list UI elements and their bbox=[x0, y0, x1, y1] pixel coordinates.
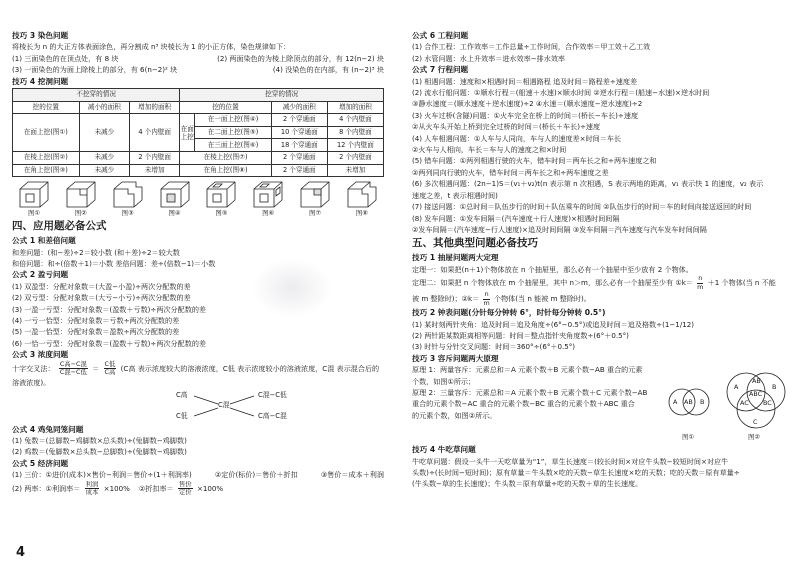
f7-line: ②火车与人相向，车长＝车与人的速度之和×时间 bbox=[412, 145, 567, 155]
f5-part: ②定价(标价)＝售价＋折扣 bbox=[214, 470, 298, 480]
f5-heading: 公式 5 经济问题 bbox=[12, 458, 69, 468]
venn2-label-bc: BC bbox=[763, 399, 772, 408]
table-cell: 12 个内壁面 bbox=[327, 139, 383, 152]
f3-fraction2 bbox=[104, 361, 117, 377]
fraction-denominator: 成本 bbox=[85, 488, 99, 497]
cube-corner-through-icon bbox=[344, 179, 380, 209]
cube-figures bbox=[12, 179, 384, 218]
fraction-numerator: 利润 bbox=[85, 480, 99, 488]
f1-heading: 公式 1 和差倍问题 bbox=[12, 236, 76, 246]
venn2-label-c: C bbox=[753, 418, 758, 427]
fraction-numerator: n bbox=[484, 291, 489, 299]
cross-method-diagram bbox=[172, 388, 292, 424]
cross-center: C混 bbox=[218, 400, 230, 411]
figure-label: 图⑥ bbox=[262, 209, 275, 218]
cross-top-right: C混−C低 bbox=[258, 390, 287, 399]
f2-line: (2) 双亏型：分配对象数＝(大亏−小亏)÷两次分配数的差 bbox=[12, 293, 191, 303]
f5-part: (1) 三价：①进价(成本)×售价−利润＝售价÷(1＋利润率) bbox=[12, 470, 192, 480]
table-cell: 在一面上挖(图④) bbox=[195, 114, 271, 127]
t1-line: 定理一：如果把(n＋1)个物体放在 n 个抽屉里，那么必有一个抽屉中至少放有 2 个物体。 bbox=[412, 264, 693, 274]
t1-part: 个物体(当 n 能被 m 整除时)。 bbox=[493, 294, 591, 304]
page-number: 4 bbox=[16, 545, 26, 560]
cube-through-hole-icon bbox=[157, 179, 193, 209]
t1-line3 bbox=[412, 291, 790, 307]
f6-line: (1) 合作工程：工作效率＝工作总量÷工作时间，合作效率＝甲工效＋乙工效 bbox=[412, 42, 651, 52]
f5-part: ③售价＝成本＋利润 bbox=[320, 470, 384, 480]
table-cell: 在二面上挖(图⑤) bbox=[195, 126, 271, 139]
table-cell: 未减少 bbox=[79, 152, 129, 165]
t2-line: (1) 某时刻两针夹角：追及时间＝追及角度÷(6°−0.5°)或追及时间＝追及格数÷(1−1/12) bbox=[412, 319, 695, 329]
dig-table bbox=[12, 88, 384, 177]
tip3-heading: 技巧 3 染色问题 bbox=[12, 31, 69, 40]
table-cell: 在棱上挖(图⑦) bbox=[180, 152, 271, 165]
f2-line: (5) 一盈一恰型：分配对象数＝盈数÷两次分配数的差 bbox=[12, 327, 180, 337]
f7-line: ③静水速度＝(顺水速度＋逆水速度)÷2 ④水速＝(顺水速度−逆水速度)÷2 bbox=[412, 99, 643, 109]
col-dec: 减小的面积 bbox=[79, 101, 129, 114]
col-inc: 增加的面积 bbox=[130, 101, 180, 114]
t1-heading: 技巧 1 抽屉问题两大定理 bbox=[412, 253, 499, 263]
t3-line: 原理 1：两量容斥：元素总和＝A 元素个数＋B 元素个数−AB 重合的元素 bbox=[412, 365, 643, 375]
col-dec2: 减少的面积 bbox=[271, 101, 327, 114]
t3-block bbox=[412, 364, 790, 444]
f2-line: (3) 一盈一亏型：分配对象数＝(盈数＋亏数)÷两次分配数的差 bbox=[12, 304, 207, 314]
fraction-numerator: n bbox=[698, 275, 703, 283]
figure-label: 图② bbox=[74, 209, 87, 218]
f7-line: 速度之差，t 表示相遇时间) bbox=[412, 190, 498, 200]
table-cell: 未减少 bbox=[79, 164, 129, 177]
venn2-caption: 图② bbox=[748, 433, 761, 442]
f7-line: (8) 发车问题：①发车间隔＝(汽车速度＋行人速度)×相遇时间间隔 bbox=[412, 213, 620, 223]
figure-label: 图④ bbox=[168, 209, 181, 218]
cross-bottom-right: C高−C混 bbox=[258, 411, 287, 420]
f7-line: ②从火车头开始上桥到完全过桥的时间＝(桥长＋车长)÷速度 bbox=[412, 122, 601, 132]
t1-part: 定理二：如果把 n 个物体放在 m 个抽屉里，其中 n＞m，那么必有一个抽屉至少有 ①k＝ bbox=[412, 278, 693, 288]
group-label: 在面上挖 bbox=[180, 114, 195, 152]
f5-fraction bbox=[178, 481, 193, 497]
venn1-caption: 图① bbox=[682, 433, 695, 442]
table-cell: 8 个内壁面 bbox=[327, 126, 383, 139]
f7-line: (7) 接送问题：①总时间＝队伍步行的时间＋队伍乘车的时间 ②队伍步行的时间＝车的时间向接送返回的时间 bbox=[412, 202, 752, 212]
cube-figure bbox=[340, 179, 384, 218]
t1-line2 bbox=[412, 275, 790, 291]
col-pos2: 挖的位置 bbox=[180, 101, 271, 114]
t3-line: 个数，如图①所示； bbox=[412, 376, 476, 386]
section5-title: 五、其他典型问题必备技巧 bbox=[412, 237, 538, 250]
f7-line: (1) 相遇问题：速度和×相遇时间＝相遇路程 追及时间＝路程差÷速度差 bbox=[412, 76, 638, 86]
f4-line: (1) 兔数＝(总脚数−鸡脚数×总头数)÷(兔脚数−鸡脚数) bbox=[12, 436, 187, 446]
venn2-label-abc: ABC bbox=[749, 390, 763, 399]
cube-face-hole-icon bbox=[16, 179, 52, 209]
table-cell: 在三面上挖(图⑥) bbox=[195, 139, 271, 152]
table-cell: 未增加 bbox=[327, 164, 383, 177]
f6-line: (2) 水管问题：水上升效率＝进水效率−排水效率 bbox=[412, 53, 566, 63]
table-cell: 在角上挖(图⑧) bbox=[180, 164, 271, 177]
f7-line: (3) 火车过桥(含隧)问题：①火车完全在桥上的时间＝(桥长−车长)÷速度 bbox=[412, 110, 639, 120]
f5-fraction bbox=[85, 481, 100, 497]
f7-line: ②发车间隔＝(汽车速度−行人速度)×追及时间间隔 ③发车间隔＝汽车速度与汽车发车时间间隔 bbox=[412, 224, 707, 234]
cube-figure bbox=[246, 179, 290, 218]
cube-figure bbox=[199, 179, 243, 218]
cube-corner-hole-icon bbox=[110, 179, 146, 209]
t3-text bbox=[412, 364, 658, 421]
venn2-label-a: A bbox=[734, 383, 739, 392]
table-cell: 在角上挖(图③) bbox=[13, 164, 80, 177]
fraction-denominator: 定价 bbox=[178, 488, 192, 497]
tip3-row2 bbox=[12, 64, 384, 75]
t1-part: 被 m 整除时)；②k＝ bbox=[412, 294, 480, 304]
f5-part: ×100% bbox=[103, 483, 130, 493]
tip3-item4: (4) 没染色的在内部，有 (n−2)³ 块 bbox=[272, 65, 384, 75]
f7-line: (4) 人车相遇问题：①人车与人同向，车与人的速度差×时间＝车长 bbox=[412, 133, 622, 143]
figure-label: 图③ bbox=[121, 209, 134, 218]
table-cell: 未增加 bbox=[130, 164, 180, 177]
cube-figure bbox=[59, 179, 103, 218]
table-header-left: 不挖穿的情况 bbox=[13, 89, 180, 102]
f3-fraction bbox=[59, 361, 88, 377]
f5-line bbox=[12, 469, 384, 480]
fraction-denominator: C混−C低 bbox=[59, 368, 87, 377]
tip3-item1: (1) 三面染色的在顶点处，有 8 块 bbox=[12, 53, 119, 63]
venn2-label-b: B bbox=[772, 383, 777, 392]
f6-heading: 公式 6 工程问题 bbox=[412, 31, 469, 40]
t1-fraction bbox=[483, 291, 489, 307]
figure-label: 图⑤ bbox=[215, 209, 228, 218]
table-cell: 4 个内壁面 bbox=[130, 114, 180, 152]
col-pos: 挖的位置 bbox=[13, 101, 80, 114]
f4-heading: 公式 4 鸡兔同笼问题 bbox=[12, 424, 84, 434]
table-cell: 2 个内壁面 bbox=[327, 152, 383, 165]
f2-line: (6) 一恰一亏型：分配对象数＝(盈数＋亏数)÷两次分配数的差 bbox=[12, 338, 207, 348]
table-cell: 4 个内壁面 bbox=[327, 114, 383, 127]
t1-fraction bbox=[697, 275, 703, 291]
f1-line: 和倍问题：和÷(倍数＋1)＝小数 差倍问题：差÷(倍数−1)＝小数 bbox=[12, 259, 216, 268]
table-cell: 在棱上挖(图②) bbox=[13, 152, 80, 165]
section4-title: 四、应用题必备公式 bbox=[12, 220, 107, 233]
f7-line: (6) 多次相遇问题：(2n−1)S＝(v₁＋v₂)t(n 表示第 n 次相遇，S 表示两地的距离，v₁ 表示快 1 的速度，v₂ 表示 bbox=[412, 179, 764, 189]
fraction-denominator: m bbox=[697, 282, 704, 291]
t3-line: 的元素个数，如图②所示。 bbox=[412, 410, 497, 420]
t4-heading: 技巧 4 牛吃草问题 bbox=[412, 445, 476, 455]
table-cell: 2 个穿通面 bbox=[271, 152, 327, 165]
table-cell: 未减少 bbox=[79, 114, 129, 152]
f2-heading: 公式 2 盈亏问题 bbox=[12, 270, 69, 280]
f5-line2 bbox=[12, 481, 384, 497]
table-cell: 2 个穿通面 bbox=[271, 164, 327, 177]
table-cell: 2 个内壁面 bbox=[130, 152, 180, 165]
fraction-denominator: C高 bbox=[104, 368, 116, 377]
f1-line: 和差问题：(和−差)÷2＝较小数 (和＋差)÷2＝较大数 bbox=[12, 247, 180, 257]
venn-diagrams bbox=[662, 364, 790, 444]
f3-desc: (C高 表示浓度较大的溶液浓度，C低 表示浓度较小的溶液浓度，C混 表示混合后的溶液浓度)。 bbox=[12, 363, 380, 387]
f4-line: (2) 鸡数＝(兔脚数×总头数−总脚数)÷(兔脚数−鸡脚数) bbox=[12, 447, 187, 457]
cross-bottom-left: C低 bbox=[176, 411, 188, 420]
equals-sign: ＝ bbox=[92, 363, 100, 373]
cube-figure bbox=[12, 179, 56, 218]
cube-three-holes-icon bbox=[250, 179, 286, 209]
cube-two-holes-icon bbox=[203, 179, 239, 209]
f5-part: (2) 两率：①利润率＝ bbox=[12, 483, 81, 493]
venn1-label-a: A bbox=[673, 398, 678, 407]
fraction-numerator: C低 bbox=[104, 359, 116, 368]
fraction-denominator: m bbox=[483, 298, 490, 307]
figure-label: 图⑧ bbox=[355, 209, 368, 218]
f7-line: (5) 错车问题：①两列相遇行驶的火车，错车时间＝两车长之和÷两车速度之和 bbox=[412, 156, 657, 166]
t2-line: (3) 时针与分针交叉问题：时间＝360°÷(6°＋0.5°) bbox=[412, 342, 576, 352]
right-column bbox=[412, 30, 790, 490]
f7-line: ②两列同向行驶的火车，错车时间＝两车长之和÷两车速度之差 bbox=[412, 167, 609, 177]
t4-line: 头数)÷(长时间−短时间)；原有草量＝牛头数×吃的天数−草生长速度×吃的天数；吃的天数＝原有草量÷ bbox=[412, 467, 740, 477]
figure-label: 图⑦ bbox=[309, 209, 322, 218]
tip3-item2: (2) 两面染色的为棱上除顶点的部分，有 12(n−2) 块 bbox=[217, 53, 384, 63]
fraction-numerator: 售价 bbox=[178, 480, 192, 488]
venn2-label-ac: AC bbox=[740, 399, 749, 408]
table-header-right: 挖穿的情况 bbox=[180, 89, 384, 102]
cube-figure bbox=[153, 179, 197, 218]
f5-part: ×100% bbox=[196, 483, 224, 493]
left-column bbox=[12, 30, 384, 497]
table-cell: 2 个穿通面 bbox=[271, 114, 327, 127]
t3-line: 重合的元素个数−AC 重合的元素个数−BC 重合的元素个数＋ABC 重合 bbox=[412, 399, 635, 409]
f3-formula bbox=[12, 361, 384, 388]
f3-heading: 公式 3 浓度问题 bbox=[12, 350, 69, 360]
figure-label: 图① bbox=[27, 209, 41, 218]
t2-heading: 技巧 2 钟表问题(分针每分钟转 6°，时针每分钟转 0.5°) bbox=[412, 308, 606, 318]
f5-part: ②折扣率＝ bbox=[138, 483, 174, 493]
cube-figure bbox=[293, 179, 337, 218]
table-cell: 在面上挖(图①) bbox=[13, 114, 80, 152]
table-cell: 10 个穿通面 bbox=[271, 126, 327, 139]
venn1-label-ab: AB bbox=[684, 398, 693, 407]
table-cell: 18 个穿通面 bbox=[271, 139, 327, 152]
t3-heading: 技巧 3 容斥问题两大原理 bbox=[412, 353, 499, 363]
cube-edge-through-icon bbox=[297, 179, 333, 209]
venn2-label-ab: AB bbox=[752, 377, 761, 386]
cube-figure bbox=[106, 179, 150, 218]
fraction-numerator: C高−C混 bbox=[59, 359, 87, 368]
t1-part: ＋1 个物体(当 n 不能 bbox=[707, 278, 776, 288]
col-inc2: 增加的面积 bbox=[327, 101, 383, 114]
f7-line: (2) 流水行船问题：①顺水行程＝(船速＋水速)×顺水时间 ②逆水行程＝(船速−水速)×逆水时间 bbox=[412, 88, 710, 98]
tip3-row1 bbox=[12, 53, 384, 64]
cube-edge-hole-icon bbox=[63, 179, 99, 209]
f3-intro: 十字交叉法： bbox=[12, 363, 55, 373]
f2-line: (4) 一亏一恰型：分配对象数＝亏数÷两次分配数的差 bbox=[12, 316, 180, 326]
tip4-heading: 技巧 4 挖洞问题 bbox=[12, 76, 69, 86]
f7-heading: 公式 7 行程问题 bbox=[412, 65, 469, 75]
t4-line: (牛头数−草的生长速度)；牛头数＝原有草量÷吃的天数＋草的生长速度。 bbox=[412, 479, 643, 489]
tip3-intro: 将棱长为 n 的大正方体表面涂色，再分割成 n³ 块棱长为 1 的小正方体，染色规律如下： bbox=[12, 42, 291, 52]
venn1-label-b: B bbox=[700, 398, 705, 407]
t4-line: 牛吃草问题：假设一头牛一天吃草量为“1”，草生长速度＝(较长时间×对应牛头数−较短时间×对应牛 bbox=[412, 456, 729, 466]
cross-top-left: C高 bbox=[176, 390, 188, 399]
t3-line: 原理 2：三量容斥：元素总和＝A 元素个数＋B 元素个数＋C 元素个数−AB bbox=[412, 387, 648, 397]
f2-line: (1) 双盈型：分配对象数＝(大盈−小盈)÷两次分配数的差 bbox=[12, 281, 191, 291]
t2-line: (2) 两针距某数距离相等问题：时间＝整点指针夹角度数÷(6°＋0.5°) bbox=[412, 330, 629, 340]
tip3-item3: (3) 一面染色的为面上除棱上的部分，有 6(n−2)² 块 bbox=[12, 65, 178, 75]
